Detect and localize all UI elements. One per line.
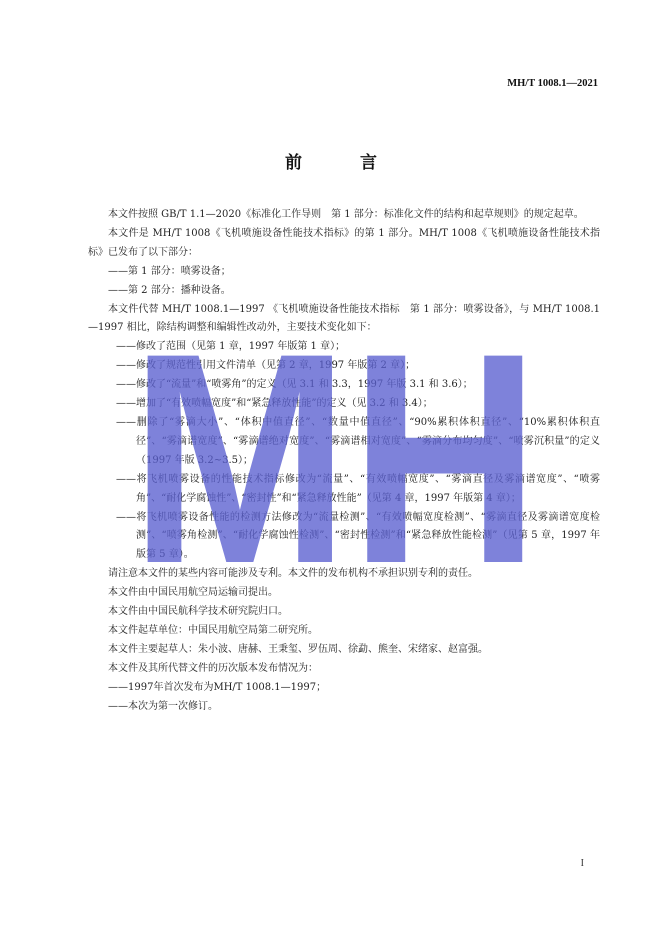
paragraph-drafting-unit: 本文件起草单位：中国民用航空局第二研究所。 [108,624,318,636]
paragraph-drafters: 本文件主要起草人：朱小波、唐赫、王秉玺、罗伍周、徐勐、熊奎、宋绪家、赵富强。 [108,643,488,655]
list-item-history-2: ——本次为第一次修订。 [108,700,218,712]
paragraph-history-intro: 本文件及其所代替文件的历次版本发布情况为： [108,662,318,674]
paragraph-proposer: 本文件由中国民用航空局运输司提出。 [108,587,278,599]
list-item-change-1: ——修改了范围（见第 1 章，1997 年版第 1 章）； [116,341,346,353]
list-item-change-5: ——删除了“雾滴大小”、“体积中值直径”、“数量中值直径”、“90%累积体积直径”、“10%累积体积直径”、“雾滴谱宽度”、“雾滴谱绝对宽度”、“雾滴谱相对宽度”、“雾滴分布均匀度”、“喷雾沉积量”的定义（1997 年版 3.2~3.5）； [116,416,600,466]
list-item-change-4: ——增加了“有效喷幅宽度”和“紧急释放性能”的定义（见 3.2 和 3.4）； [116,398,433,410]
page-title: 前 言 [285,153,403,173]
paragraph-patent-notice: 请注意本文件的某些内容可能涉及专利。本文件的发布机构不承担识别专利的责任。 [108,568,478,580]
list-item-part-2: ——第 2 部分：播种设备。 [108,284,231,296]
paragraph-part-intro: 本文件是 MH/T 1008《飞机喷施设备性能技术指标》的第 1 部分。MH/T 1008《飞机喷施设备性能技术指标》已发布了以下部分： [88,227,600,258]
list-item-change-6: ——将飞机喷雾设备的性能技术指标修改为“流量”、“有效喷幅宽度”、“雾滴直径及雾滴谱宽度”、“喷雾角”、“耐化学腐蚀性”、“密封性”和“紧急释放性能”（见第 4 章，1997 年版第 4 章）； [116,473,600,504]
svg-text:MH: MH [130,340,540,580]
list-item-part-1: ——第 1 部分：喷雾设备； [108,265,231,277]
standard-code: MH/T 1008.1—2021 [507,78,598,89]
page-number: I [580,858,584,869]
list-item-change-3: ——修改了“流量”和“喷雾角”的定义（见 3.1 和 3.3，1997 年版 3.1 和 3.6）； [116,379,473,391]
foreword-body [88,206,600,716]
list-item-history-1: ——1997年首次发布为MH/T 1008.1—1997； [108,681,327,693]
list-item-change-2: ——修改了规范性引用文件清单（见第 2 章，1997 年版第 2 章）； [116,360,416,372]
paragraph-centralized-by: 本文件由中国民航科学技术研究院归口。 [108,606,288,618]
list-item-change-7: ——将飞机喷雾设备性能的检测方法修改为“流量检测”、“有效喷幅宽度检测”、“雾滴直径及雾滴谱宽度检测”、“喷雾角检测”、“耐化学腐蚀性检测”、“密封性检测”和“紧急释放性能检测”（见第 5 章，1997 年版第 5 章）。 [116,511,600,561]
paragraph-drafting-rules: 本文件按照 GB/T 1.1—2020《标准化工作导则 第 1 部分：标准化文件的结构和起草规则》的规定起草。 [108,209,584,220]
paragraph-replacement: 本文件代替 MH/T 1008.1—1997 《飞机喷施设备性能技术指标 第 1 部分：喷雾设备》，与 MH/T 1008.1—1997 相比，除结构调整和编辑性改动外，主要技术变化如下： [88,303,600,334]
